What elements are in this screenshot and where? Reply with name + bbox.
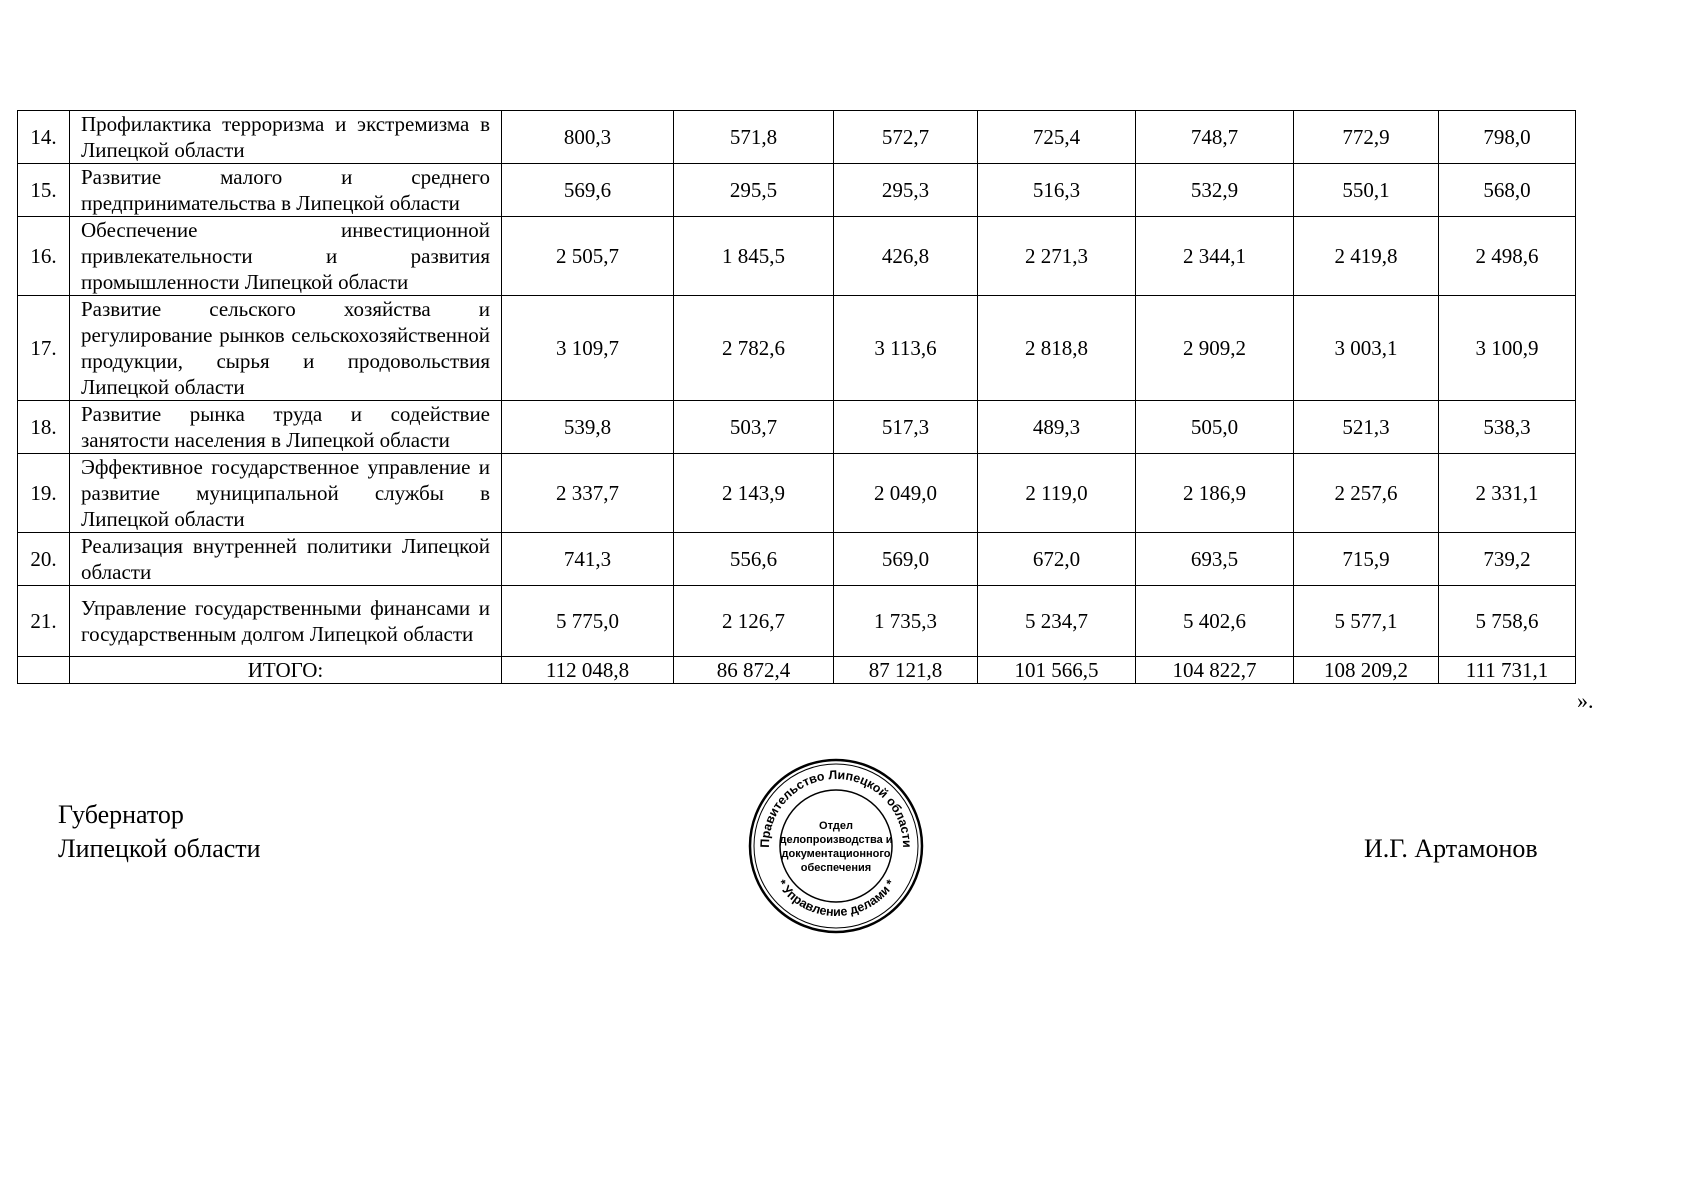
value-cell: 538,3 — [1439, 401, 1576, 454]
seal-outer-text: Правительство Липецкой области — [757, 767, 915, 848]
value-cell: 426,8 — [834, 217, 978, 296]
row-number: 21. — [18, 586, 70, 657]
value-cell: 2 344,1 — [1136, 217, 1294, 296]
signature-title — [58, 798, 261, 866]
table-row — [18, 533, 1576, 586]
value-cell: 2 498,6 — [1439, 217, 1576, 296]
program-name: Развитие сельского хозяйства и регулирование рынков сельскохозяйственной продукции, сырья и продовольствия Липецкой области — [70, 296, 502, 401]
value-cell: 1 845,5 — [674, 217, 834, 296]
value-cell: 2 782,6 — [674, 296, 834, 401]
program-name: Профилактика терроризма и экстремизма в Липецкой области — [70, 111, 502, 164]
table-row — [18, 401, 1576, 454]
row-number: 15. — [18, 164, 70, 217]
value-cell: 295,3 — [834, 164, 978, 217]
value-cell: 741,3 — [502, 533, 674, 586]
value-cell: 2 271,3 — [978, 217, 1136, 296]
value-cell: 295,5 — [674, 164, 834, 217]
value-cell: 2 126,7 — [674, 586, 834, 657]
value-cell: 798,0 — [1439, 111, 1576, 164]
table-row — [18, 164, 1576, 217]
value-cell: 5 775,0 — [502, 586, 674, 657]
table-row — [18, 454, 1576, 533]
value-cell: 748,7 — [1136, 111, 1294, 164]
seal-outer-text-bottom: * Управление делами * — [774, 877, 898, 920]
value-cell: 1 735,3 — [834, 586, 978, 657]
value-cell: 569,6 — [502, 164, 674, 217]
program-name: Развитие рынка труда и содействие занятости населения в Липецкой области — [70, 401, 502, 454]
value-cell: 5 577,1 — [1294, 586, 1439, 657]
value-cell: 672,0 — [978, 533, 1136, 586]
value-cell: 505,0 — [1136, 401, 1294, 454]
total-value-cell: 101 566,5 — [978, 657, 1136, 684]
program-name: Управление государственными финансами и государственным долгом Липецкой области — [70, 586, 502, 657]
value-cell: 516,3 — [978, 164, 1136, 217]
total-value-cell: 104 822,7 — [1136, 657, 1294, 684]
value-cell: 5 758,6 — [1439, 586, 1576, 657]
value-cell: 556,6 — [674, 533, 834, 586]
signature-title-line2: Липецкой области — [58, 834, 261, 863]
total-empty-cell — [18, 657, 70, 684]
value-cell: 2 119,0 — [978, 454, 1136, 533]
table-body — [18, 111, 1576, 684]
table-row — [18, 586, 1576, 657]
value-cell: 2 818,8 — [978, 296, 1136, 401]
value-cell: 3 113,6 — [834, 296, 978, 401]
total-label: ИТОГО: — [70, 657, 502, 684]
total-row — [18, 657, 1576, 684]
row-number: 17. — [18, 296, 70, 401]
value-cell: 5 402,6 — [1136, 586, 1294, 657]
value-cell: 2 186,9 — [1136, 454, 1294, 533]
closing-quote: ». — [1577, 688, 1594, 713]
seal-center-text: Отдел делопроизводства и документационного обеспечения — [779, 820, 893, 874]
value-cell: 715,9 — [1294, 533, 1439, 586]
value-cell: 521,3 — [1294, 401, 1439, 454]
value-cell: 2 909,2 — [1136, 296, 1294, 401]
value-cell: 568,0 — [1439, 164, 1576, 217]
total-value-cell: 108 209,2 — [1294, 657, 1439, 684]
value-cell: 800,3 — [502, 111, 674, 164]
value-cell: 2 419,8 — [1294, 217, 1439, 296]
program-name: Эффективное государственное управление и развитие муниципальной службы в Липецкой области — [70, 454, 502, 533]
value-cell: 2 505,7 — [502, 217, 674, 296]
table-row — [18, 111, 1576, 164]
row-number: 16. — [18, 217, 70, 296]
signer-name: И.Г. Артамонов — [1364, 834, 1538, 863]
value-cell: 3 100,9 — [1439, 296, 1576, 401]
value-cell: 489,3 — [978, 401, 1136, 454]
total-value-cell: 111 731,1 — [1439, 657, 1576, 684]
row-number: 18. — [18, 401, 70, 454]
row-number: 20. — [18, 533, 70, 586]
total-value-cell: 86 872,4 — [674, 657, 834, 684]
value-cell: 772,9 — [1294, 111, 1439, 164]
table-row — [18, 296, 1576, 401]
value-cell: 572,7 — [834, 111, 978, 164]
value-cell: 739,2 — [1439, 533, 1576, 586]
value-cell: 2 143,9 — [674, 454, 834, 533]
value-cell: 503,7 — [674, 401, 834, 454]
value-cell: 725,4 — [978, 111, 1136, 164]
budget-table — [17, 110, 1576, 684]
program-name: Обеспечение инвестиционной привлекательности и развития промышленности Липецкой области — [70, 217, 502, 296]
total-value-cell: 112 048,8 — [502, 657, 674, 684]
official-seal — [748, 758, 924, 934]
value-cell: 532,9 — [1136, 164, 1294, 217]
value-cell: 2 257,6 — [1294, 454, 1439, 533]
value-cell: 2 049,0 — [834, 454, 978, 533]
program-name: Реализация внутренней политики Липецкой области — [70, 533, 502, 586]
value-cell: 3 003,1 — [1294, 296, 1439, 401]
table-row — [18, 217, 1576, 296]
value-cell: 539,8 — [502, 401, 674, 454]
value-cell: 517,3 — [834, 401, 978, 454]
row-number: 19. — [18, 454, 70, 533]
value-cell: 693,5 — [1136, 533, 1294, 586]
value-cell: 2 337,7 — [502, 454, 674, 533]
program-name: Развитие малого и среднего предпринимательства в Липецкой области — [70, 164, 502, 217]
signature-title-line1: Губернатор — [58, 800, 184, 829]
total-value-cell: 87 121,8 — [834, 657, 978, 684]
value-cell: 2 331,1 — [1439, 454, 1576, 533]
value-cell: 550,1 — [1294, 164, 1439, 217]
row-number: 14. — [18, 111, 70, 164]
value-cell: 571,8 — [674, 111, 834, 164]
value-cell: 569,0 — [834, 533, 978, 586]
value-cell: 5 234,7 — [978, 586, 1136, 657]
value-cell: 3 109,7 — [502, 296, 674, 401]
